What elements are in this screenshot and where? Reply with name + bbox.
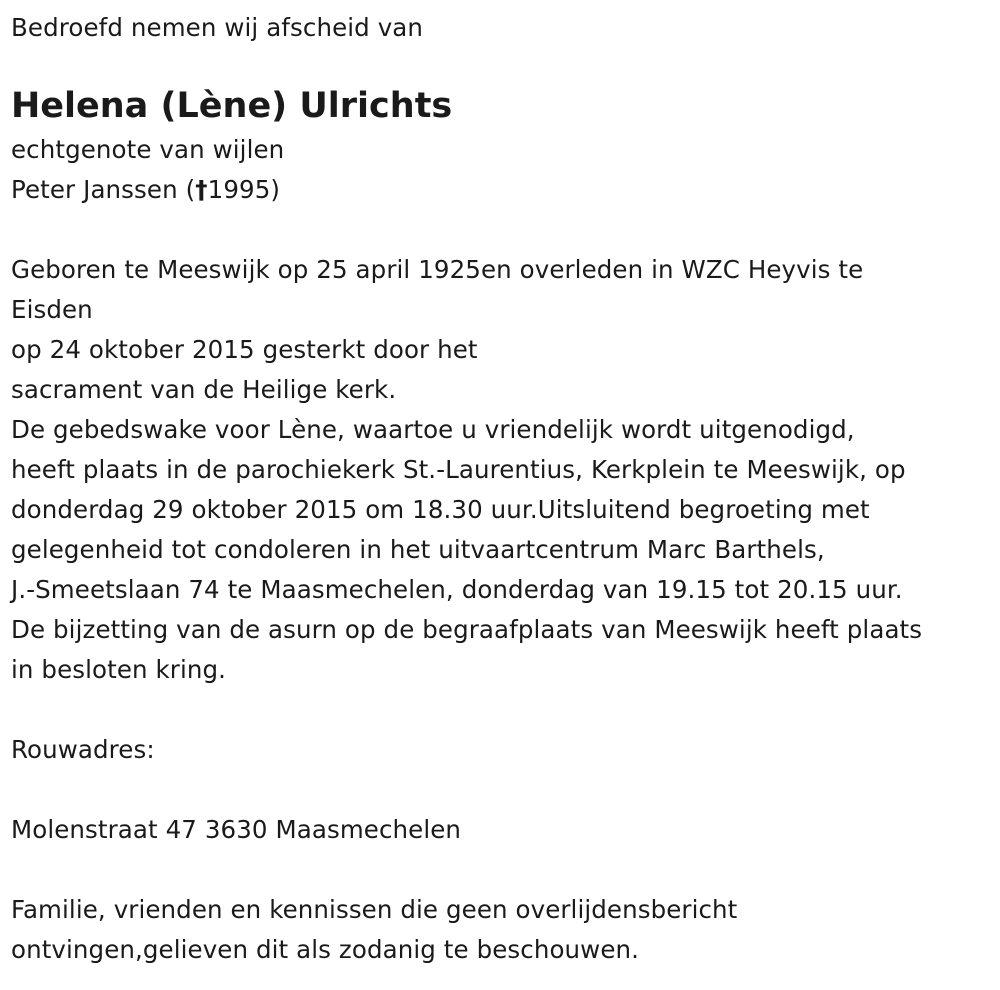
address: Molenstraat 47 3630 Maasmechelen — [11, 815, 462, 844]
spouse-relation: echtgenote van wijlen — [11, 135, 285, 164]
spacer — [11, 210, 1000, 250]
deceased-name: Helena (Lène) Ulrichts — [11, 86, 453, 126]
spouse-name: Peter Janssen ( — [11, 175, 196, 204]
spouse-death-year: 1995) — [207, 175, 281, 204]
body-line: in besloten kring. — [11, 655, 227, 684]
body-line: Eisden — [11, 295, 93, 324]
spacer — [11, 850, 1000, 890]
closing-line: Familie, vrienden en kennissen die geen overlijdensbericht — [11, 895, 738, 924]
body-line: Geboren te Meeswijk op 25 april 1925en overleden in WZC Heyvis te — [11, 255, 864, 284]
body-line: gelegenheid tot condoleren in het uitvaartcentrum Marc Barthels, — [11, 535, 825, 564]
body-line: heeft plaats in de parochiekerk St.-Laurentius, Kerkplein te Meeswijk, op — [11, 455, 906, 484]
body-line: De gebedswake voor Lène, waartoe u vriendelijk wordt uitgenodigd, — [11, 415, 855, 444]
body-line: donderdag 29 oktober 2015 om 18.30 uur.Uitsluitend begroeting met — [11, 495, 870, 524]
spacer — [11, 770, 1000, 810]
address-label: Rouwadres: — [11, 735, 155, 764]
body-line: De bijzetting van de asurn op de begraafplaats van Meeswijk heeft plaats — [11, 615, 923, 644]
body-line: J.-Smeetslaan 74 te Maasmechelen, donderdag van 19.15 tot 20.15 uur. — [11, 575, 903, 604]
spouse-name-line — [11, 170, 1000, 210]
body-line: op 24 oktober 2015 gesterkt door het — [11, 335, 478, 364]
body-line: sacrament van de Heilige kerk. — [11, 375, 397, 404]
intro-text: Bedroefd nemen wij afscheid van — [11, 13, 424, 42]
closing-line: ontvingen,gelieven dit als zodanig te beschouwen. — [11, 935, 640, 964]
spacer — [11, 690, 1000, 730]
cross-icon: † — [195, 175, 208, 204]
